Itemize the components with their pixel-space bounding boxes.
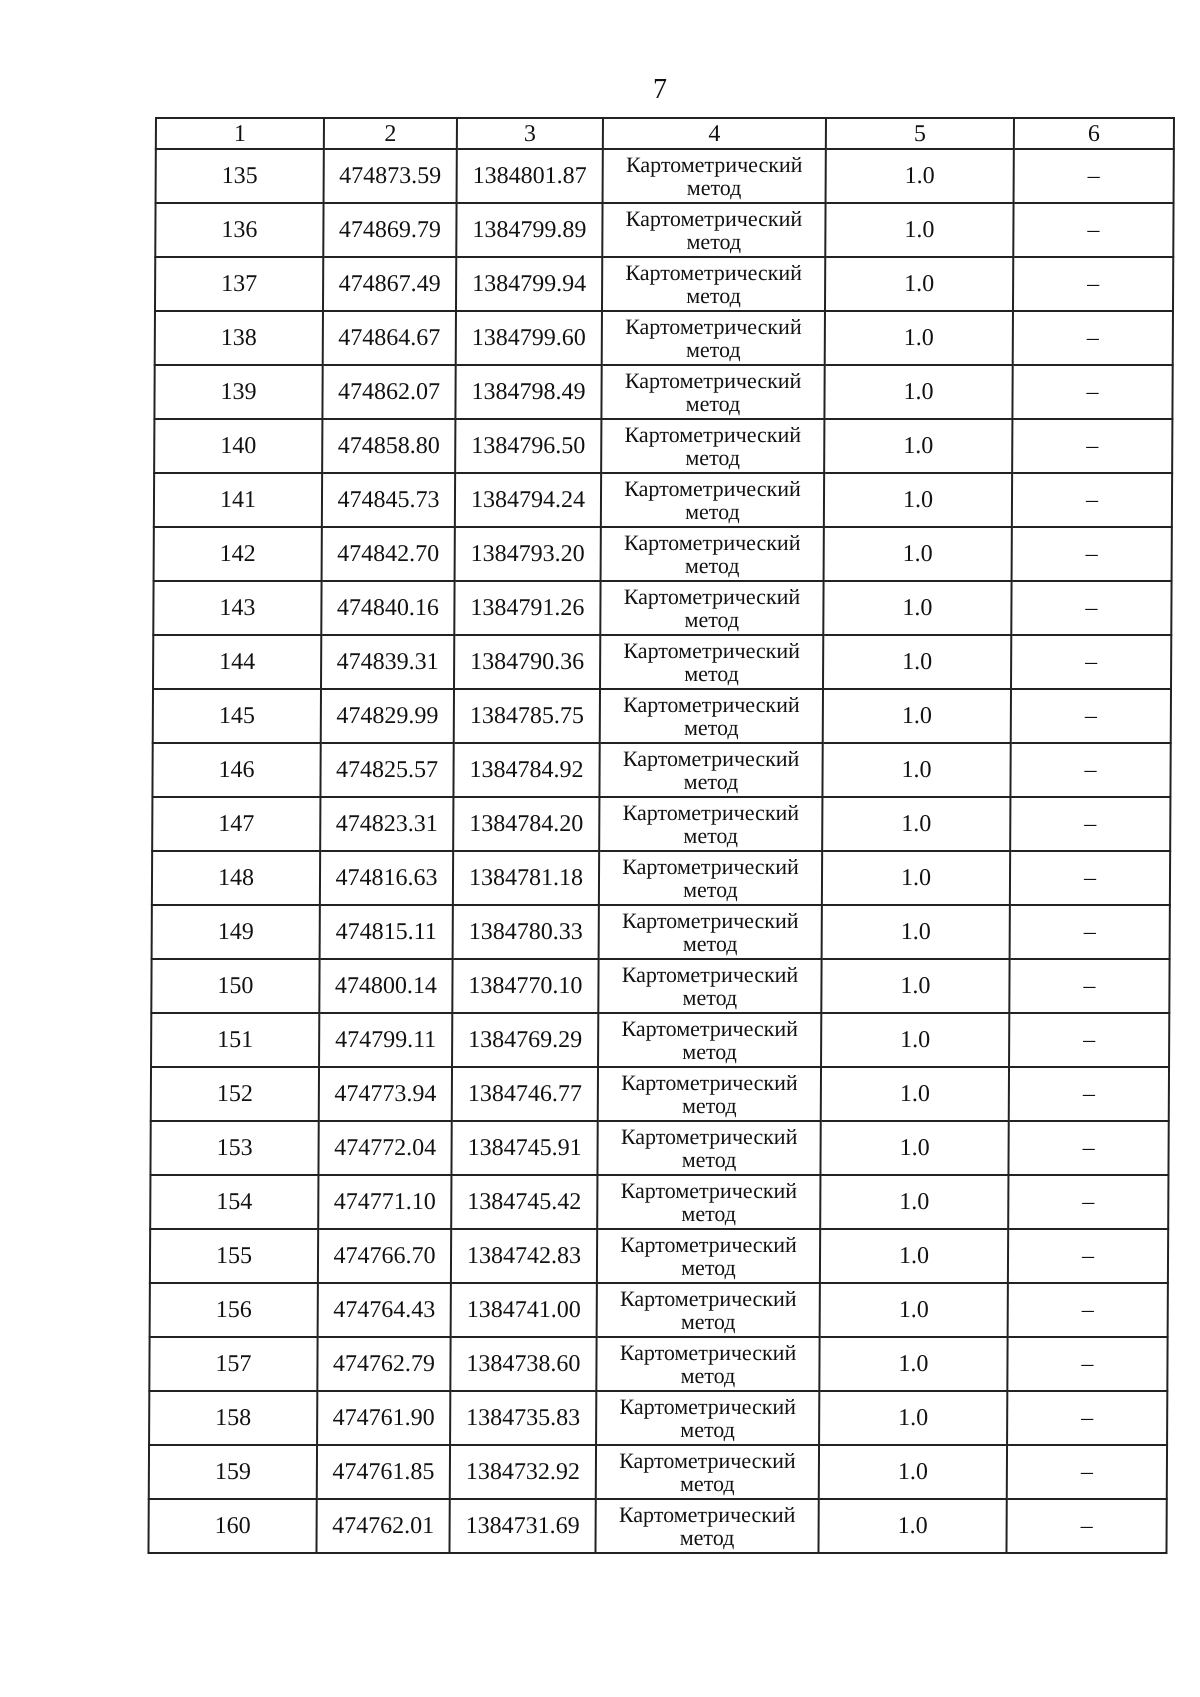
method-line-1: Картометрический: [625, 314, 802, 339]
note-cell: –: [1008, 1283, 1168, 1337]
accuracy-cell: 1.0: [821, 959, 1009, 1013]
accuracy-cell: 1.0: [819, 1445, 1007, 1499]
method-line-2: метод: [684, 661, 739, 686]
method-line-2: метод: [682, 931, 738, 956]
method-line-2: метод: [685, 445, 741, 470]
point-number-cell: 148: [152, 851, 320, 905]
note-cell: –: [1010, 851, 1170, 905]
method-line-2: метод: [682, 1039, 737, 1064]
table-row: [151, 1013, 1169, 1067]
point-number-cell: 137: [155, 257, 323, 311]
point-number-cell: 151: [151, 1013, 319, 1067]
table-row: [152, 743, 1170, 797]
method-line-2: метод: [679, 1471, 735, 1496]
method-line-1: Картометрический: [620, 1178, 798, 1203]
y-coordinate-cell: 1384794.24: [455, 473, 601, 527]
method-line-1: Картометрический: [621, 1070, 798, 1095]
method-line-1: Картометрический: [618, 1502, 796, 1527]
table-row: [154, 473, 1172, 527]
method-line-1: Картометрический: [619, 1340, 797, 1365]
accuracy-cell: 1.0: [822, 743, 1010, 797]
note-cell: –: [1012, 365, 1172, 419]
table-row: [150, 1121, 1168, 1175]
method-line-2: метод: [683, 769, 739, 794]
y-coordinate-cell: 1384793.20: [455, 527, 601, 581]
method-line-2: метод: [681, 1201, 737, 1226]
point-number-cell: 153: [150, 1121, 318, 1175]
accuracy-cell: 1.0: [822, 797, 1010, 851]
column-header-3: 3: [457, 118, 603, 149]
point-number-cell: 147: [152, 797, 320, 851]
method-cell: [599, 851, 822, 905]
method-line-2: метод: [681, 1093, 737, 1118]
method-line-1: Картометрический: [624, 476, 801, 501]
note-cell: –: [1013, 311, 1173, 365]
method-cell: [600, 635, 823, 689]
table-row: [149, 1391, 1167, 1445]
note-cell: –: [1012, 473, 1172, 527]
point-number-cell: 160: [148, 1499, 316, 1553]
page-number: 7: [653, 74, 667, 105]
method-line-1: Картометрический: [621, 908, 799, 933]
column-header-2: 2: [324, 118, 457, 149]
note-cell: –: [1007, 1391, 1167, 1445]
method-cell: [596, 1391, 819, 1445]
point-number-cell: 150: [151, 959, 319, 1013]
x-coordinate-cell: 474815.11: [320, 905, 453, 959]
x-coordinate-cell: 474761.85: [317, 1445, 450, 1499]
note-cell: –: [1014, 149, 1174, 203]
y-coordinate-cell: 1384745.42: [451, 1175, 597, 1229]
point-number-cell: 159: [149, 1445, 317, 1499]
y-coordinate-cell: 1384731.69: [449, 1499, 595, 1553]
method-cell: [600, 689, 823, 743]
accuracy-cell: 1.0: [823, 581, 1011, 635]
x-coordinate-cell: 474766.70: [318, 1229, 451, 1283]
method-line-1: Картометрический: [622, 854, 799, 879]
x-coordinate-cell: 474845.73: [322, 473, 455, 527]
x-coordinate-cell: 474764.43: [318, 1283, 451, 1337]
y-coordinate-cell: 1384732.92: [450, 1445, 596, 1499]
method-line-2: метод: [681, 1255, 736, 1280]
method-line-2: метод: [685, 499, 740, 524]
y-coordinate-cell: 1384796.50: [455, 419, 601, 473]
method-line-2: метод: [679, 1525, 735, 1550]
y-coordinate-cell: 1384780.33: [453, 905, 599, 959]
point-number-cell: 146: [152, 743, 320, 797]
method-cell: [599, 743, 822, 797]
point-number-cell: 149: [152, 905, 320, 959]
y-coordinate-cell: 1384735.83: [450, 1391, 596, 1445]
method-line-1: Картометрический: [624, 422, 802, 447]
point-number-cell: 136: [155, 203, 323, 257]
accuracy-cell: 1.0: [826, 149, 1014, 203]
x-coordinate-cell: 474858.80: [322, 419, 455, 473]
method-cell: [595, 1499, 818, 1553]
y-coordinate-cell: 1384745.91: [451, 1121, 597, 1175]
accuracy-cell: 1.0: [824, 527, 1012, 581]
accuracy-cell: 1.0: [825, 257, 1013, 311]
table-row: [152, 797, 1170, 851]
table-header: [156, 118, 1174, 149]
accuracy-cell: 1.0: [823, 635, 1011, 689]
method-cell: [600, 581, 823, 635]
method-cell: [597, 1283, 820, 1337]
note-cell: –: [1010, 905, 1170, 959]
method-line-1: Картометрический: [623, 638, 801, 663]
table-row: [154, 419, 1172, 473]
method-line-2: метод: [682, 985, 738, 1010]
y-coordinate-cell: 1384799.60: [456, 311, 602, 365]
x-coordinate-cell: 474873.59: [324, 149, 457, 203]
point-number-cell: 139: [154, 365, 322, 419]
x-coordinate-cell: 474771.10: [318, 1175, 451, 1229]
table-row: [153, 635, 1171, 689]
method-line-1: Картометрический: [619, 1448, 796, 1473]
note-cell: –: [1009, 1067, 1169, 1121]
method-line-1: Картометрический: [622, 800, 800, 825]
header-row: [156, 118, 1174, 149]
point-number-cell: 156: [150, 1283, 318, 1337]
point-number-cell: 144: [153, 635, 321, 689]
table-row: [155, 311, 1173, 365]
accuracy-cell: 1.0: [819, 1337, 1007, 1391]
table-row: [148, 1499, 1166, 1553]
x-coordinate-cell: 474842.70: [322, 527, 455, 581]
y-coordinate-cell: 1384799.89: [456, 203, 602, 257]
x-coordinate-cell: 474839.31: [321, 635, 454, 689]
x-coordinate-cell: 474761.90: [317, 1391, 450, 1445]
y-coordinate-cell: 1384790.36: [454, 635, 600, 689]
table-row: [149, 1445, 1167, 1499]
table-row: [153, 581, 1171, 635]
accuracy-cell: 1.0: [825, 203, 1013, 257]
method-line-1: Картометрический: [622, 746, 800, 771]
note-cell: –: [1007, 1337, 1167, 1391]
method-cell: [597, 1175, 820, 1229]
method-line-2: метод: [686, 175, 742, 200]
table-row: [150, 1283, 1168, 1337]
table-row: [154, 365, 1172, 419]
table-row: [156, 149, 1174, 203]
point-number-cell: 135: [156, 149, 324, 203]
note-cell: –: [1013, 203, 1173, 257]
y-coordinate-cell: 1384769.29: [452, 1013, 598, 1067]
table-row: [154, 527, 1172, 581]
method-cell: [596, 1445, 819, 1499]
note-cell: –: [1011, 581, 1171, 635]
method-line-2: метод: [686, 283, 741, 308]
method-cell: [598, 1013, 821, 1067]
method-line-1: Картометрический: [625, 152, 803, 177]
method-cell: [602, 257, 825, 311]
method-line-1: Картометрический: [620, 1124, 798, 1149]
y-coordinate-cell: 1384799.94: [456, 257, 602, 311]
method-line-2: метод: [684, 607, 740, 632]
accuracy-cell: 1.0: [822, 851, 1010, 905]
table-row: [153, 689, 1171, 743]
accuracy-cell: 1.0: [821, 1013, 1009, 1067]
note-cell: –: [1011, 689, 1171, 743]
x-coordinate-cell: 474800.14: [319, 959, 452, 1013]
x-coordinate-cell: 474772.04: [318, 1121, 451, 1175]
note-cell: –: [1010, 743, 1170, 797]
method-cell: [601, 365, 824, 419]
accuracy-cell: 1.0: [820, 1175, 1008, 1229]
table-row: [151, 1067, 1169, 1121]
point-number-cell: 155: [150, 1229, 318, 1283]
accuracy-cell: 1.0: [819, 1391, 1007, 1445]
method-line-2: метод: [680, 1363, 736, 1388]
method-line-2: метод: [685, 391, 741, 416]
y-coordinate-cell: 1384784.92: [453, 743, 599, 797]
accuracy-cell: 1.0: [824, 365, 1012, 419]
column-header-4: 4: [603, 118, 826, 149]
note-cell: –: [1012, 527, 1172, 581]
method-line-2: метод: [683, 877, 738, 902]
accuracy-cell: 1.0: [822, 905, 1010, 959]
coordinates-table: [147, 117, 1175, 1554]
point-number-cell: 152: [151, 1067, 319, 1121]
y-coordinate-cell: 1384798.49: [455, 365, 601, 419]
point-number-cell: 154: [150, 1175, 318, 1229]
method-cell: [603, 149, 826, 203]
method-line-2: метод: [680, 1417, 735, 1442]
method-cell: [599, 797, 822, 851]
method-cell: [601, 473, 824, 527]
point-number-cell: 158: [149, 1391, 317, 1445]
table-row: [155, 257, 1173, 311]
method-line-2: метод: [683, 715, 739, 740]
method-cell: [599, 905, 822, 959]
method-cell: [597, 1229, 820, 1283]
method-line-2: метод: [685, 337, 741, 362]
accuracy-cell: 1.0: [823, 689, 1011, 743]
x-coordinate-cell: 474864.67: [323, 311, 456, 365]
y-coordinate-cell: 1384801.87: [457, 149, 603, 203]
table-row: [152, 905, 1170, 959]
point-number-cell: 157: [149, 1337, 317, 1391]
method-line-1: Картометрический: [619, 1286, 797, 1311]
method-line-1: Картометрический: [619, 1394, 797, 1419]
method-line-1: Картометрический: [623, 584, 801, 609]
method-line-2: метод: [680, 1309, 736, 1334]
method-cell: [597, 1121, 820, 1175]
method-cell: [598, 959, 821, 1013]
method-cell: [602, 203, 825, 257]
table-row: [155, 203, 1173, 257]
note-cell: –: [1010, 797, 1170, 851]
x-coordinate-cell: 474799.11: [319, 1013, 452, 1067]
table-row: [149, 1337, 1167, 1391]
method-line-1: Картометрический: [620, 1232, 797, 1257]
x-coordinate-cell: 474825.57: [320, 743, 453, 797]
table-row: [151, 959, 1169, 1013]
method-line-2: метод: [681, 1147, 737, 1172]
accuracy-cell: 1.0: [820, 1121, 1008, 1175]
y-coordinate-cell: 1384791.26: [454, 581, 600, 635]
table-row: [150, 1229, 1168, 1283]
column-header-5: 5: [826, 118, 1014, 149]
x-coordinate-cell: 474816.63: [320, 851, 453, 905]
x-coordinate-cell: 474823.31: [320, 797, 453, 851]
accuracy-cell: 1.0: [824, 473, 1012, 527]
y-coordinate-cell: 1384741.00: [451, 1283, 597, 1337]
method-line-1: Картометрический: [621, 1016, 799, 1041]
note-cell: –: [1013, 257, 1173, 311]
method-line-1: Картометрический: [621, 962, 799, 987]
accuracy-cell: 1.0: [825, 311, 1013, 365]
method-cell: [598, 1067, 821, 1121]
accuracy-cell: 1.0: [818, 1499, 1006, 1553]
method-line-1: Картометрический: [624, 368, 802, 393]
accuracy-cell: 1.0: [821, 1067, 1009, 1121]
note-cell: –: [1008, 1175, 1168, 1229]
accuracy-cell: 1.0: [820, 1283, 1008, 1337]
note-cell: –: [1012, 419, 1172, 473]
y-coordinate-cell: 1384784.20: [453, 797, 599, 851]
y-coordinate-cell: 1384785.75: [454, 689, 600, 743]
note-cell: –: [1008, 1121, 1168, 1175]
point-number-cell: 143: [153, 581, 321, 635]
x-coordinate-cell: 474869.79: [323, 203, 456, 257]
method-cell: [596, 1337, 819, 1391]
note-cell: –: [1011, 635, 1171, 689]
accuracy-cell: 1.0: [824, 419, 1012, 473]
note-cell: –: [1009, 959, 1169, 1013]
y-coordinate-cell: 1384746.77: [452, 1067, 598, 1121]
method-line-1: Картометрический: [625, 206, 803, 231]
point-number-cell: 142: [154, 527, 322, 581]
y-coordinate-cell: 1384781.18: [453, 851, 599, 905]
table-row: [152, 851, 1170, 905]
accuracy-cell: 1.0: [820, 1229, 1008, 1283]
method-line-1: Картометрический: [623, 530, 801, 555]
point-number-cell: 145: [153, 689, 321, 743]
method-line-2: метод: [684, 553, 740, 578]
column-header-1: 1: [156, 118, 324, 149]
method-cell: [602, 311, 825, 365]
y-coordinate-cell: 1384742.83: [451, 1229, 597, 1283]
note-cell: –: [1007, 1445, 1167, 1499]
x-coordinate-cell: 474840.16: [321, 581, 454, 635]
method-cell: [601, 527, 824, 581]
x-coordinate-cell: 474862.07: [322, 365, 455, 419]
note-cell: –: [1006, 1499, 1166, 1553]
x-coordinate-cell: 474867.49: [323, 257, 456, 311]
note-cell: –: [1008, 1229, 1168, 1283]
x-coordinate-cell: 474762.01: [316, 1499, 449, 1553]
table-row: [150, 1175, 1168, 1229]
point-number-cell: 140: [154, 419, 322, 473]
point-number-cell: 138: [155, 311, 323, 365]
x-coordinate-cell: 474829.99: [321, 689, 454, 743]
table-body: [148, 149, 1173, 1553]
method-line-1: Картометрический: [623, 692, 800, 717]
method-line-2: метод: [683, 823, 739, 848]
x-coordinate-cell: 474773.94: [319, 1067, 452, 1121]
column-header-6: 6: [1014, 118, 1174, 149]
x-coordinate-cell: 474762.79: [317, 1337, 450, 1391]
method-cell: [601, 419, 824, 473]
y-coordinate-cell: 1384738.60: [450, 1337, 596, 1391]
method-line-1: Картометрический: [625, 260, 802, 285]
y-coordinate-cell: 1384770.10: [452, 959, 598, 1013]
method-line-2: метод: [686, 229, 742, 254]
point-number-cell: 141: [154, 473, 322, 527]
note-cell: –: [1009, 1013, 1169, 1067]
